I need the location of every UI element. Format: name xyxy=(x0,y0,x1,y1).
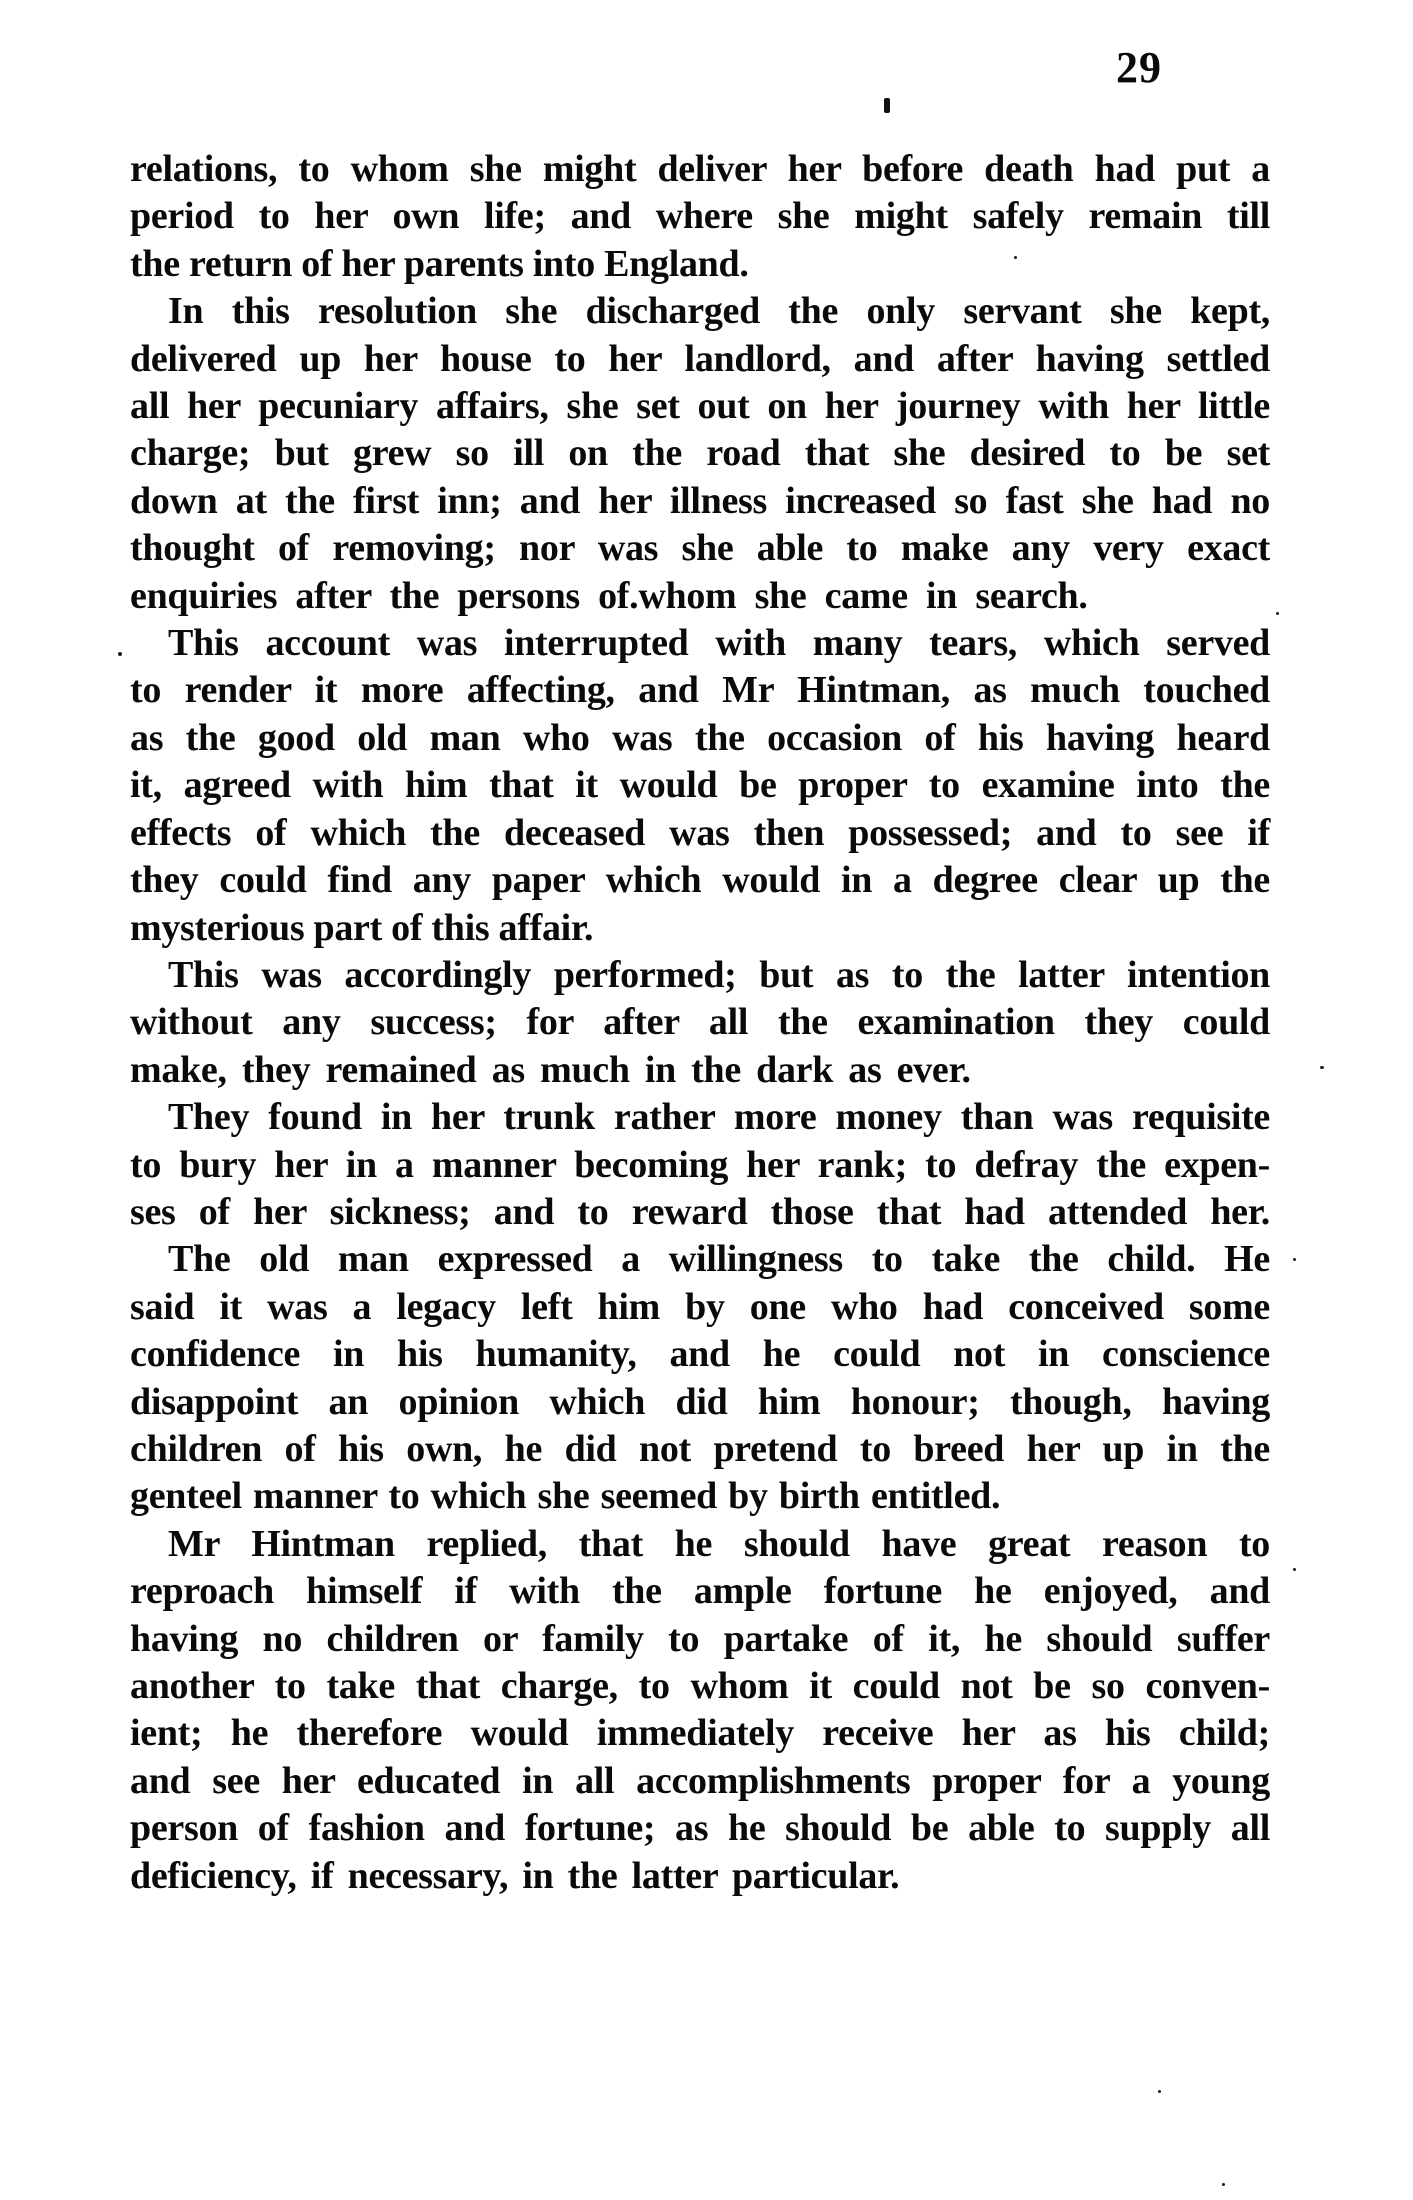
scan-artifact xyxy=(1276,612,1279,615)
text-line: and see her educated in all accomplishments proper for a young xyxy=(130,1759,1270,1802)
text-line: to render it more affecting, and Mr Hintman, as much touched xyxy=(130,669,1270,712)
text-line: children of his own, he did not pretend to breed her up in the xyxy=(130,1427,1270,1470)
text-line: the return of her parents into England. xyxy=(130,242,749,285)
text-line: delivered up her house to her landlord, and after having settled xyxy=(130,337,1270,380)
text-line: said it was a legacy left him by one who had conceived some xyxy=(130,1285,1270,1328)
text-line: to bury her in a manner becoming her rank; to defray the expen- xyxy=(130,1143,1270,1186)
text-line: genteel manner to which she seemed by birth entitled. xyxy=(130,1475,1001,1518)
text-line: deficiency, if necessary, in the latter particular. xyxy=(130,1854,900,1897)
text-line: ient; he therefore would immediately receive her as his child; xyxy=(130,1712,1270,1755)
text-line: without any success; for after all the examination they could xyxy=(130,1001,1270,1044)
paragraph xyxy=(130,1521,1270,1900)
text-line: disappoint an opinion which did him honour; though, having xyxy=(130,1380,1270,1423)
paragraph xyxy=(130,146,1270,288)
text-line: Mr Hintman replied, that he should have great reason to xyxy=(168,1522,1270,1565)
scan-artifact xyxy=(884,98,890,113)
text-line: person of fashion and fortune; as he should be able to supply all xyxy=(130,1807,1270,1850)
page-number: 29 xyxy=(1116,43,1162,92)
text-line: thought of removing; nor was she able to make any very exact xyxy=(130,527,1270,570)
text-line: it, agreed with him that it would be proper to examine into the xyxy=(130,764,1270,807)
text-line: effects of which the deceased was then possessed; and to see if xyxy=(130,811,1270,854)
scan-artifact xyxy=(118,652,122,656)
paragraph xyxy=(130,620,1270,952)
text-line: having no children or family to partake of it, he should suffer xyxy=(130,1617,1270,1660)
text-block xyxy=(130,146,1270,1900)
text-line: another to take that charge, to whom it could not be so conven- xyxy=(130,1665,1270,1707)
scan-artifact xyxy=(1158,2090,1161,2093)
text-line: as the good old man who was the occasion of his having heard xyxy=(130,716,1270,759)
text-line: reproach himself if with the ample fortune he enjoyed, and xyxy=(130,1570,1270,1613)
text-line: all her pecuniary affairs, she set out on her journey with her little xyxy=(130,385,1270,428)
text-line: relations, to whom she might deliver her before death had put a xyxy=(130,148,1270,190)
text-line: they could find any paper which would in a degree clear up the xyxy=(130,859,1270,902)
text-line: charge; but grew so ill on the road that she desired to be set xyxy=(130,432,1270,475)
scan-artifact xyxy=(1320,1066,1324,1069)
text-line: This account was interrupted with many tears, which served xyxy=(168,622,1270,665)
text-line: enquiries after the persons of.whom she came in search. xyxy=(130,574,1088,617)
paragraph xyxy=(130,1236,1270,1520)
paragraph xyxy=(130,288,1270,620)
text-line: down at the first inn; and her illness increased so fast she had no xyxy=(130,479,1270,522)
text-line: period to her own life; and where she might safely remain till xyxy=(130,195,1270,238)
text-line: The old man expressed a willingness to take the child. He xyxy=(168,1238,1270,1281)
paragraph xyxy=(130,1094,1270,1236)
text-line: confidence in his humanity, and he could not in conscience xyxy=(130,1333,1270,1376)
paragraph xyxy=(130,952,1270,1094)
text-line: In this resolution she discharged the only servant she kept, xyxy=(168,290,1270,333)
scan-artifact xyxy=(1293,1568,1296,1571)
text-line: make, they remained as much in the dark as ever. xyxy=(130,1048,971,1091)
text-line: mysterious part of this affair. xyxy=(130,906,594,949)
scan-artifact xyxy=(1293,1258,1296,1261)
text-line: ses of her sickness; and to reward those that had attended her. xyxy=(130,1190,1270,1233)
scan-artifact xyxy=(1222,2183,1225,2186)
text-line: This was accordingly performed; but as to the latter intention xyxy=(168,953,1270,996)
text-line: They found in her trunk rather more money than was requisite xyxy=(168,1096,1270,1139)
